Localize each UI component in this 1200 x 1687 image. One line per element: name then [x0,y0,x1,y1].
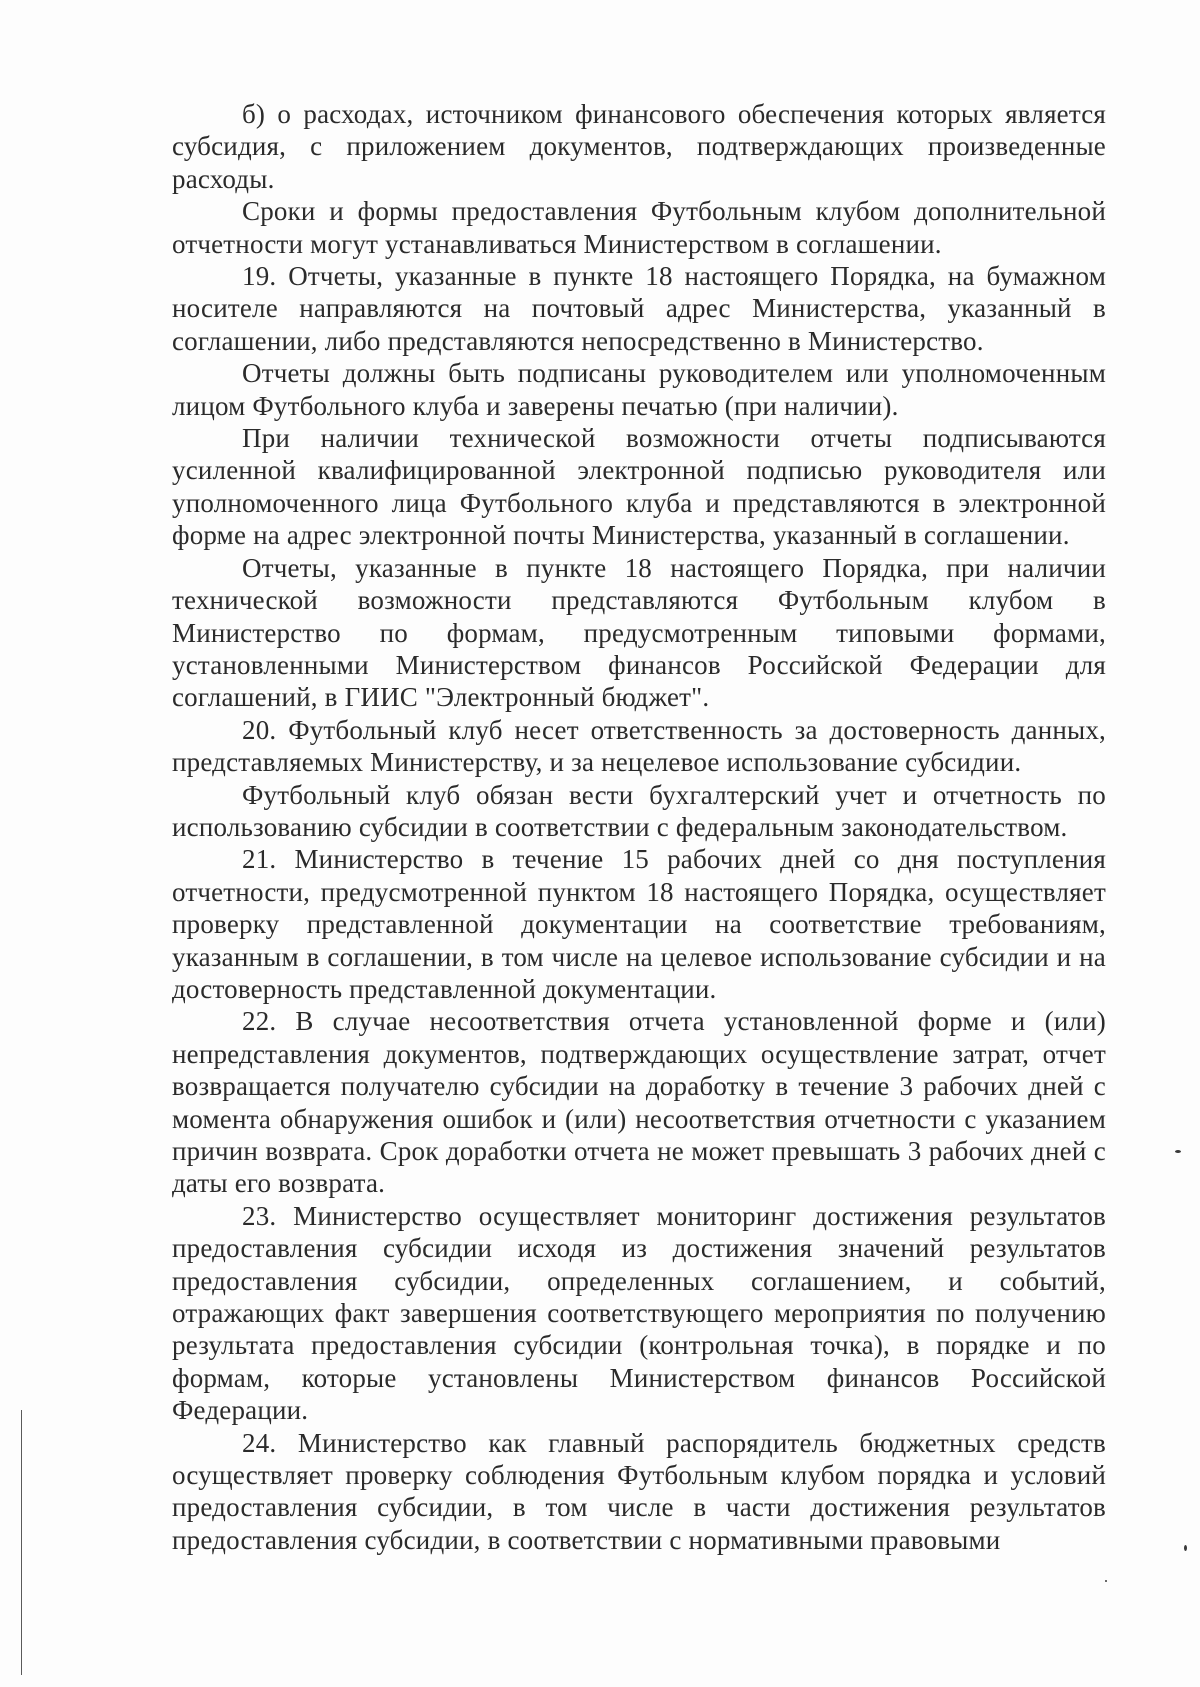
paragraph-clause-23: 23. Министерство осуществляет мониторинг достижения результатов предоставления субсидии исходя из достижения значений результатов предоставления субсидии, определенных соглашением, и событий, отражающих факт завершения соответствующего мероприятия по получению результата предоставления субсидии (контрольная точка), в порядке и по формам, которые установлены Министерством финансов Российской Федерации. [172,1200,1106,1426]
paragraph-clause-24: 24. Министерство как главный распорядитель бюджетных средств осуществляет проверку соблюдения Футбольным клубом порядка и условий предоставления субсидии, в том числе в части достижения результатов предоставления субсидии, в соответствии с нормативными правовыми [172,1427,1106,1555]
paragraph-additional-reporting: Сроки и формы предоставления Футбольным клубом дополнительной отчетности могут устанавливаться Министерством в соглашении. [172,196,1106,259]
paragraph-clause-19: 19. Отчеты, указанные в пункте 18 настоящего Порядка, на бумажном носителе направляются на почтовый адрес Министерства, указанный в соглашении, либо представляются непосредственно в Министерство. [172,261,1106,356]
paragraph-clause-21: 21. Министерство в течение 15 рабочих дней со дня поступления отчетности, предусмотренной пунктом 18 настоящего Порядка, осуществляет проверку представленной документации на соответствие требованиям, указанным в соглашении, в том числе на целевое использование субсидии и на достоверность представленной документации. [172,844,1106,1004]
paragraph-clause-22: 22. В случае несоответствия отчета установленной форме и (или) непредставления документов, подтверждающих осуществление затрат, отчет возвращается получателю субсидии на доработку в течение 3 рабочих дней с момента обнаружения ошибок и (или) несоответствия отчетности с указанием причин возврата. Срок доработки отчета не может превышать 3 рабочих дней с даты его возврата. [172,1006,1106,1199]
paragraph-reports-signed: Отчеты должны быть подписаны руководителем или уполномоченным лицом Футбольного клуба и заверены печатью (при наличии). [172,358,1106,421]
document-body [172,98,1106,1556]
scan-speck [1184,1545,1187,1551]
paragraph-accounting: Футбольный клуб обязан вести бухгалтерский учет и отчетность по использованию субсидии в соответствии с федеральным законодательством. [172,779,1106,842]
scan-speck [1175,1150,1181,1153]
paragraph-clause-20: 20. Футбольный клуб несет ответственность за достоверность данных, представляемых Министерству, и за нецелевое использование субсидии. [172,714,1106,778]
paragraph-electronic-signature: При наличии технической возможности отчеты подписываются усиленной квалифицированной электронной подписью руководителя или уполномоченного лица Футбольного клуба и представляются в электронной форме на адрес электронной почты Министерства, указанный в соглашении. [172,423,1106,551]
scan-speck [1105,1580,1107,1582]
paragraph-reports-expenses: б) о расходах, источником финансового обеспечения которых является субсидия, с приложением документов, подтверждающих произведенные расходы. [172,99,1106,194]
scan-edge-line [21,1410,22,1675]
paragraph-giis-budget: Отчеты, указанные в пункте 18 настоящего Порядка, при наличии технической возможности представляются Футбольным клубом в Министерство по формам, предусмотренным типовыми формами, установленными Министерством финансов Российской Федерации для соглашений, в ГИИС "Электронный бюджет". [172,552,1106,713]
